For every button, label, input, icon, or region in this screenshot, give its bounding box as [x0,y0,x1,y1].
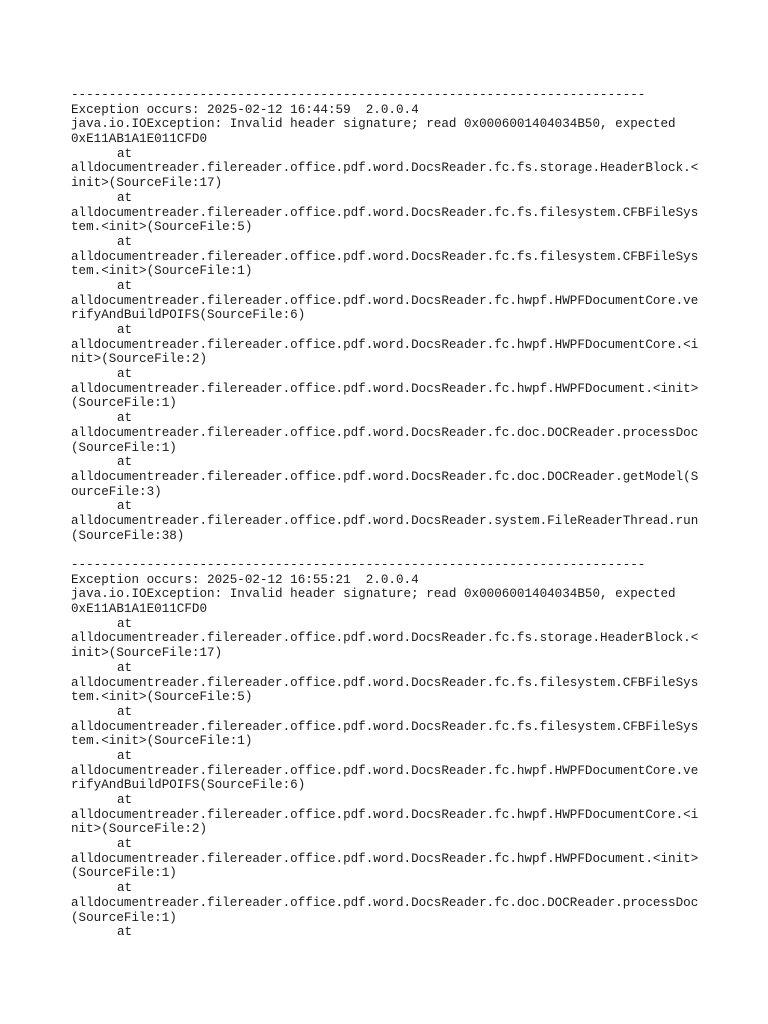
stack-frame-at: at [117,837,133,852]
stack-frame [71,455,711,499]
stack-frame-location: alldocumentreader.filereader.office.pdf.word.DocsReader.fc.hwpf.HWPFDocumentCore.<i [71,337,699,352]
stack-frame [71,705,711,749]
stack-frame-location: alldocumentreader.filereader.office.pdf.word.DocsReader.fc.fs.storage.HeaderBlock.< [71,631,699,646]
stack-frame-at: at [117,146,133,161]
stack-frame-location: alldocumentreader.filereader.office.pdf.word.DocsReader.system.FileReaderThread.run [71,513,699,528]
stack-frame-location: (SourceFile:1) [71,866,177,881]
stack-frame [71,837,711,881]
stack-frame-at: at [117,367,133,382]
log-entry [71,88,711,543]
stack-frame [71,881,711,925]
log-entry [71,558,711,940]
stack-frame [71,793,711,837]
stack-frame-location: alldocumentreader.filereader.office.pdf.word.DocsReader.fc.doc.DOCReader.getModel(S [71,469,699,484]
stack-frame-location: alldocumentreader.filereader.office.pdf.word.DocsReader.fc.fs.filesystem.CFBFileSys [71,719,699,734]
stack-frame [71,617,711,661]
stack-frame-at: at [117,190,133,205]
stack-frame-location: (SourceFile:1) [71,396,177,411]
exception-header: Exception occurs: 2025-02-12 16:44:59 2.0.0.4 [71,102,419,117]
stack-frame-at: at [117,616,133,631]
stack-frame-at: at [117,278,133,293]
stack-frame-location: (SourceFile:1) [71,910,177,925]
stack-frame-at: at [117,499,133,514]
stack-frame-at: at [117,748,133,763]
exception-message: 0xE11AB1A1E011CFD0 [71,132,208,147]
stack-frame-location: alldocumentreader.filereader.office.pdf.word.DocsReader.fc.hwpf.HWPFDocument.<init> [71,381,699,396]
stack-frame [71,323,711,367]
stack-frame-location: tem.<init>(SourceFile:5) [71,690,253,705]
stack-frame [71,367,711,411]
stack-frame [71,499,711,543]
stack-frame-at: at [117,925,133,940]
exception-header: Exception occurs: 2025-02-12 16:55:21 2.0.0.4 [71,572,419,587]
stack-frame-at: at [117,793,133,807]
stack-frame-location: alldocumentreader.filereader.office.pdf.word.DocsReader.fc.doc.DOCReader.processDoc [71,425,699,440]
stack-frame-location: nit>(SourceFile:2) [71,822,208,837]
stack-frame-location: alldocumentreader.filereader.office.pdf.word.DocsReader.fc.fs.filesystem.CFBFileSys [71,205,699,220]
stack-frame-location: ourceFile:3) [71,484,162,499]
stack-frame-location: (SourceFile:1) [71,440,177,455]
stack-frame-at: at [117,323,133,337]
exception-message: java.io.IOException: Invalid header signature; read 0x0006001404034B50, expected [71,117,676,132]
stack-frame-location: alldocumentreader.filereader.office.pdf.word.DocsReader.fc.fs.filesystem.CFBFileSys [71,675,699,690]
stack-frame-location: rifyAndBuildPOIFS(SourceFile:6) [71,308,306,323]
stack-frame [71,925,711,940]
stack-frame-location: alldocumentreader.filereader.office.pdf.word.DocsReader.fc.hwpf.HWPFDocumentCore.ve [71,293,699,308]
stack-frame-location: tem.<init>(SourceFile:5) [71,220,253,235]
stack-frame-location: alldocumentreader.filereader.office.pdf.word.DocsReader.fc.hwpf.HWPFDocument.<init> [71,851,699,866]
stack-frame-location: alldocumentreader.filereader.office.pdf.word.DocsReader.fc.hwpf.HWPFDocumentCore.ve [71,763,699,778]
stack-frame-location: alldocumentreader.filereader.office.pdf.word.DocsReader.fc.hwpf.HWPFDocumentCore.<i [71,807,699,822]
stack-frame-location: alldocumentreader.filereader.office.pdf.word.DocsReader.fc.doc.DOCReader.processDoc [71,895,699,910]
stack-frame-at: at [117,704,133,719]
stack-frame-location: init>(SourceFile:17) [71,646,223,661]
stack-frame-at: at [117,660,133,675]
stack-frame-location: alldocumentreader.filereader.office.pdf.word.DocsReader.fc.fs.filesystem.CFBFileSys [71,249,699,264]
stack-frame-location: tem.<init>(SourceFile:1) [71,264,253,279]
exception-message: java.io.IOException: Invalid header signature; read 0x0006001404034B50, expected [71,587,676,602]
exception-message: 0xE11AB1A1E011CFD0 [71,602,208,617]
stack-frame [71,411,711,455]
stack-frame-location: init>(SourceFile:17) [71,176,223,191]
stack-frame-at: at [117,881,133,896]
stack-frame-at: at [117,234,133,249]
stack-frame [71,749,711,793]
stack-frame-location: rifyAndBuildPOIFS(SourceFile:6) [71,778,306,793]
stack-frame [71,235,711,279]
stack-frame-at: at [117,455,133,470]
separator-line: ---------------------------------------------------------------------------- [71,88,646,102]
stack-frame [71,147,711,191]
stack-frame-location: (SourceFile:38) [71,528,185,543]
stack-frame-at: at [117,411,133,426]
stack-frame [71,661,711,705]
stack-frame [71,191,711,235]
stack-frame-location: tem.<init>(SourceFile:1) [71,734,253,749]
stack-frame-location: nit>(SourceFile:2) [71,352,208,367]
stack-frame [71,279,711,323]
exception-log [71,88,711,940]
separator-line: ---------------------------------------------------------------------------- [71,558,646,572]
stack-frame-location: alldocumentreader.filereader.office.pdf.word.DocsReader.fc.fs.storage.HeaderBlock.< [71,161,699,176]
